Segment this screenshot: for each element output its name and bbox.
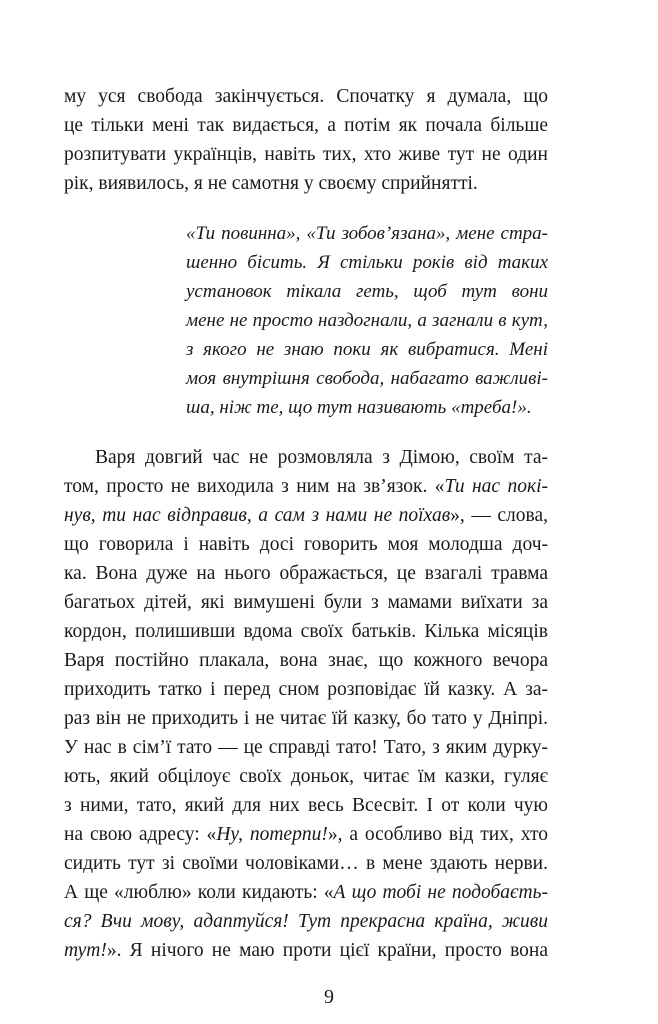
- quote-line: ша, ніж те, що тут називають «треба!».: [186, 397, 532, 418]
- italic-run: Ну, потерпи!: [216, 824, 328, 845]
- text-line: розпитувати українців, навіть тих, хто живе тут не один: [64, 144, 548, 165]
- text-line: раз він не приходить і не читає їй казку, бо тато у Дніпрі.: [64, 708, 548, 729]
- text-line: багатьох дітей, які вимушені були з мамами виїхати за: [64, 592, 548, 613]
- text-line: з ними, тато, який для них весь Всесвіт. І от коли чую: [64, 795, 548, 816]
- italic-run: А що тобі не подобаєть-: [333, 882, 548, 903]
- text-line: приходить татко і перед сном розповідає їй казку. А за-: [64, 679, 548, 700]
- text-line: му уся свобода закінчується. Спочатку я думала, що: [64, 86, 548, 107]
- text-run: », а особливо від тих, хто: [327, 824, 548, 845]
- quote-line: установок тікала геть, щоб тут вони: [186, 281, 548, 302]
- text-line: [64, 878, 548, 907]
- italic-run: нув, ти нас відправив, а сам з нами не поїхав: [64, 505, 451, 526]
- italic-run: Ти нас покі-: [444, 476, 549, 497]
- text-line: [64, 820, 548, 849]
- quote-line: моя внутрішня свобода, набагато важливі-: [186, 368, 548, 389]
- text-line: Варя довгий час не розмовляла з Дімою, своїм та-: [95, 447, 548, 468]
- text-run: А ще «люблю» коли кидають: «: [64, 882, 334, 903]
- text-line: це тільки мені так видається, а потім як почала більше: [64, 115, 548, 136]
- text-line: У нас в сім’ї тато — це справді тато! Тато, з яким дурку-: [64, 737, 548, 758]
- text-line: ка. Вона дуже на нього ображається, це взагалі травма: [64, 563, 548, 584]
- italic-run: тут!: [64, 940, 107, 961]
- text-line: рік, виявилось, я не самотня у своєму сприйнятті.: [64, 173, 478, 194]
- text-line: сидить тут зі своїми чоловіками… в мене здають нерви.: [64, 853, 548, 874]
- quote-line: мене не просто наздогнали, а загнали в кут,: [186, 310, 548, 331]
- text-run: на свою адресу: «: [64, 824, 217, 845]
- quote-line: «Ти повинна», «Ти зобов’язана», мене стра-: [186, 223, 548, 244]
- quote-line: з якого не знаю поки як вибратися. Мені: [186, 339, 548, 360]
- italic-run: ся? Вчи мову, адаптуйся! Тут прекрасна країна, живи: [64, 911, 548, 932]
- text-line: Варя постійно плакала, вона знає, що кожного вечора: [64, 650, 548, 671]
- text-line: [64, 936, 548, 965]
- text-line: що говорила і навіть досі говорить моя молодша доч-: [64, 534, 548, 555]
- quote-line: шенно бісить. Я стільки років від таких: [186, 252, 548, 273]
- text-line: [64, 472, 548, 501]
- text-run: том, просто не виходила з ним на зв’язок. «: [64, 476, 445, 497]
- text-line: кордон, полишивши вдома своїх батьків. Кілька місяців: [64, 621, 548, 642]
- text-line: ють, який обцілоує своїх доньок, читає їм казки, гуляє: [64, 766, 548, 787]
- text-run: », — слова,: [450, 505, 548, 526]
- text-line: [64, 501, 548, 530]
- page-number: 9: [324, 986, 334, 1008]
- text-line: [64, 907, 548, 936]
- text-run: ». Я нічого не маю проти цієї країни, просто вона: [106, 940, 548, 961]
